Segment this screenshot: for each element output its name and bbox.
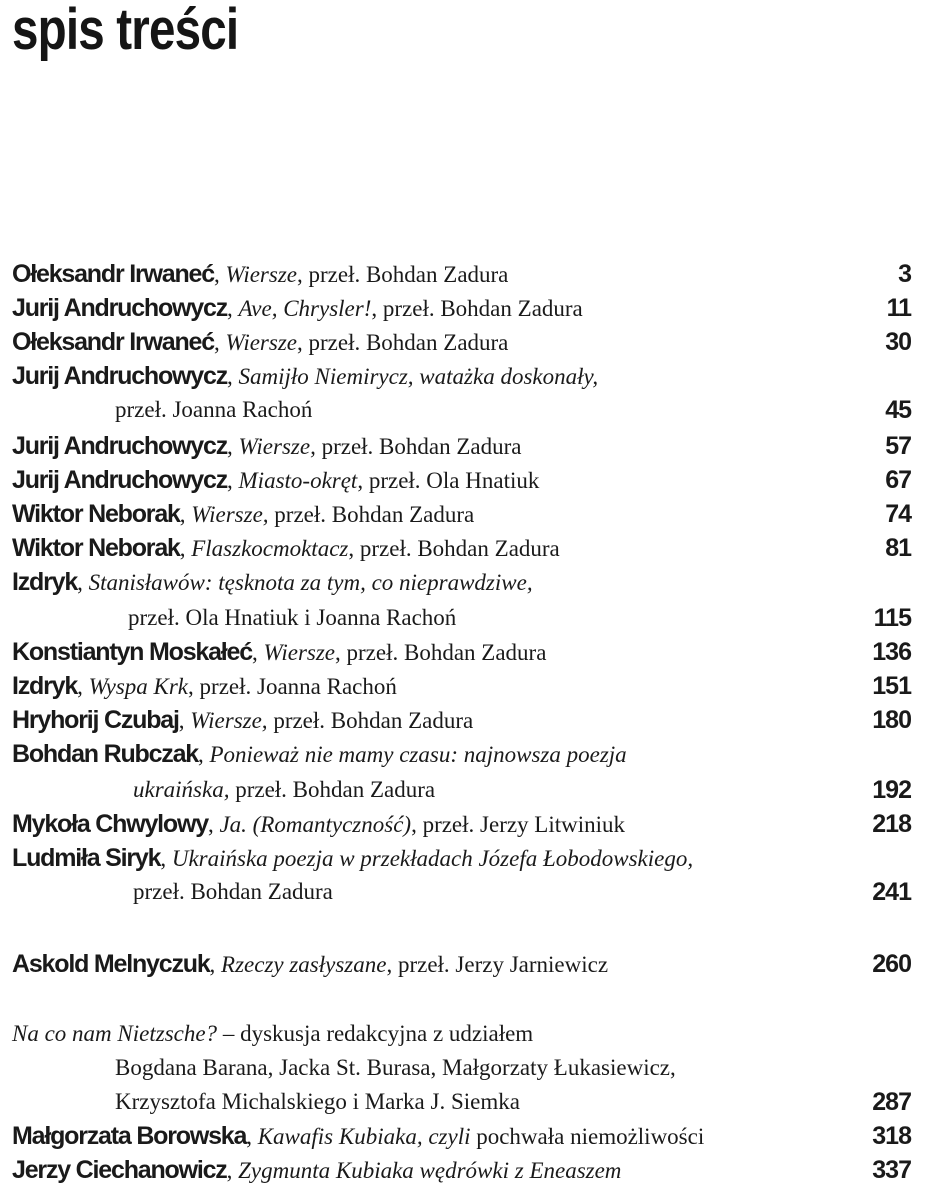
entry-author: Wiktor Neborak [12, 534, 180, 562]
entry-work-title: Rzeczy zasłyszane [221, 952, 387, 977]
entry-work-title: Ja. (Romantyczność) [219, 812, 412, 837]
entry-work-title: Ukraińska poezja w przekładach Józefa Łobodowskiego, [171, 846, 694, 871]
entry-author: Jerzy Ciechanowicz [12, 1156, 227, 1184]
entry-translator: , przeł. Jerzy Litwiniuk [411, 812, 626, 837]
entry-author: Wiktor Neborak [12, 500, 180, 528]
entry-translator: pochwała niemożliwości [470, 1124, 705, 1149]
entry-work-title: Miasto-okręt [238, 468, 358, 493]
toc-entry: Małgorzata Borowska, Kawafis Kubiaka, czyli pochwała niemożliwości [12, 1122, 705, 1150]
entry-continuation [128, 601, 456, 635]
entry-page-number: 74 [885, 500, 911, 528]
entry-translator: przeł. Bohdan Zadura [229, 777, 436, 802]
entry-author: Izdryk [12, 568, 78, 596]
entry-work-title: Wiersze, [190, 708, 268, 733]
entry-continuation [133, 875, 333, 909]
entry-translator: przeł. Bohdan Zadura [267, 708, 474, 733]
entry-translator: , przeł. Jerzy Jarniewicz [386, 952, 609, 977]
entry-page-number: 337 [872, 1156, 911, 1184]
entry-page-number: 151 [872, 672, 911, 700]
entry-work-title: Wiersze [225, 330, 297, 355]
entry-author: Askold Melnyczuk [12, 950, 210, 978]
entry-page-number: 67 [885, 466, 911, 494]
entry-author: Izdryk [12, 672, 78, 700]
toc-entry: Jerzy Ciechanowicz, Zygmunta Kubiaka wędrówki z Eneaszem [12, 1156, 622, 1184]
discussion-participants: Krzysztofa Michalskiego i Marka J. Siemka [115, 1089, 520, 1114]
toc-entry: Ludmiła Siryk, Ukraińska poezja w przekładach Józefa Łobodowskiego, [12, 844, 694, 872]
entry-continuation [115, 393, 312, 427]
entry-work-title: Wiersze, [238, 434, 316, 459]
toc-entry: Konstiantyn Moskałeć, Wiersze, przeł. Bohdan Zadura [12, 638, 547, 666]
entry-work-title: Flaszkocmoktacz [191, 536, 349, 561]
entry-work-title: Stanisławów: tęsknota za tym, co nieprawdziwe, [88, 570, 533, 595]
entry-page-number: 318 [872, 1122, 911, 1150]
toc-entry: Ołeksandr Irwaneć, Wiersze, przeł. Bohdan Zadura [12, 328, 509, 356]
entry-translator: przeł. Bohdan Zadura [133, 879, 333, 904]
entry-page-number: 57 [885, 432, 911, 460]
entry-work-title: Kawafis Kubiaka, czyli [257, 1124, 471, 1149]
toc-entry: Askold Melnyczuk, Rzeczy zasłyszane, przeł. Jerzy Jarniewicz [12, 950, 609, 978]
page-title: spis treści [12, 0, 239, 62]
entry-translator: przeł. Joanna Rachoń [115, 397, 313, 422]
discussion-line [12, 1017, 533, 1051]
discussion-title: Na co nam Nietzsche? [12, 1021, 218, 1046]
toc-entry: Wiktor Neborak, Flaszkocmoktacz, przeł. Bohdan Zadura [12, 534, 560, 562]
entry-author: Ołeksandr Irwaneć [12, 328, 214, 356]
entry-translator: przeł. Ola Hnatiuk i Joanna Rachoń [128, 605, 457, 630]
entry-translator: , przeł. Joanna Rachoń [188, 674, 397, 699]
entry-page-number: 241 [872, 878, 911, 906]
entry-page-number: 287 [872, 1088, 911, 1116]
entry-work-title: Wyspa Krk [88, 674, 189, 699]
entry-work-title: Zygmunta Kubiaka wędrówki z Eneaszem [238, 1158, 622, 1183]
entry-author: Bohdan Rubczak [12, 740, 198, 768]
entry-translator: przeł. Bohdan Zadura [315, 434, 522, 459]
toc-entry: Hryhorij Czubaj, Wiersze, przeł. Bohdan Zadura [12, 706, 474, 734]
entry-translator: , przeł. Bohdan Zadura [335, 640, 547, 665]
entry-work-title: Samijło Niemirycz, watażka doskonały, [238, 364, 599, 389]
entry-translator: , przeł. Bohdan Zadura [371, 296, 583, 321]
entry-page-number: 136 [872, 638, 911, 666]
entry-author: Mykoła Chwylowy [12, 810, 208, 838]
entry-continuation [133, 773, 435, 807]
entry-author: Jurij Andruchowycz [12, 432, 228, 460]
discussion-desc: – dyskusja redakcyjna z udziałem [217, 1021, 534, 1046]
entry-author: Jurij Andruchowycz [12, 466, 228, 494]
entry-page-number: 180 [872, 706, 911, 734]
entry-translator: , przeł. Bohdan Zadura [348, 536, 560, 561]
entry-author: Jurij Andruchowycz [12, 294, 228, 322]
entry-work-title: Ponieważ nie mamy czasu: najnowsza poezja [209, 742, 627, 767]
entry-page-number: 81 [885, 534, 911, 562]
toc-entry: Ołeksandr Irwaneć, Wiersze, przeł. Bohdan Zadura [12, 260, 509, 288]
entry-translator: , przeł. Bohdan Zadura [297, 262, 509, 287]
entry-page-number: 30 [885, 328, 911, 356]
entry-page-number: 192 [872, 776, 911, 804]
entry-page-number: 115 [873, 604, 911, 632]
entry-page-number: 11 [886, 294, 911, 322]
entry-translator: przeł. Bohdan Zadura [268, 502, 475, 527]
toc-entry: Jurij Andruchowycz, Miasto-okręt, przeł. Ola Hnatiuk [12, 466, 540, 494]
entry-author: Jurij Andruchowycz [12, 362, 228, 390]
entry-work-title: Wiersze, [191, 502, 269, 527]
entry-page-number: 260 [872, 950, 911, 978]
toc-entry: Izdryk, Stanisławów: tęsknota za tym, co nieprawdziwe, [12, 568, 533, 596]
entry-work-title: Wiersze [225, 262, 297, 287]
entry-author: Ludmiła Siryk [12, 844, 161, 872]
entry-work-title-cont: ukraińska, [133, 777, 230, 802]
entry-work-title: Wiersze [263, 640, 336, 665]
toc-entry: Bohdan Rubczak, Ponieważ nie mamy czasu: najnowsza poezja [12, 740, 627, 768]
entry-author: Ołeksandr Irwaneć [12, 260, 214, 288]
entry-author: Konstiantyn Moskałeć [12, 638, 252, 666]
toc-entry: Jurij Andruchowycz, Samijło Niemirycz, watażka doskonały, [12, 362, 599, 390]
toc-entry: Wiktor Neborak, Wiersze, przeł. Bohdan Zadura [12, 500, 475, 528]
entry-translator: , przeł. Bohdan Zadura [297, 330, 509, 355]
toc-entry: Mykoła Chwylowy, Ja. (Romantyczność), przeł. Jerzy Litwiniuk [12, 810, 626, 838]
toc-entry: Jurij Andruchowycz, Ave, Chrysler!, przeł. Bohdan Zadura [12, 294, 583, 322]
discussion-participants: Bogdana Barana, Jacka St. Burasa, Małgorzaty Łukasiewicz, [115, 1055, 676, 1080]
entry-page-number: 3 [898, 260, 911, 288]
toc-entry: Jurij Andruchowycz, Wiersze, przeł. Bohdan Zadura [12, 432, 522, 460]
entry-author: Małgorzata Borowska [12, 1122, 247, 1150]
entry-page-number: 218 [872, 810, 911, 838]
entry-page-number: 45 [885, 396, 911, 424]
entry-work-title: Ave, Chrysler! [238, 296, 372, 321]
toc-entry: Izdryk, Wyspa Krk, przeł. Joanna Rachoń [12, 672, 397, 700]
entry-translator: , przeł. Ola Hnatiuk [357, 468, 540, 493]
entry-author: Hryhorij Czubaj [12, 706, 179, 734]
